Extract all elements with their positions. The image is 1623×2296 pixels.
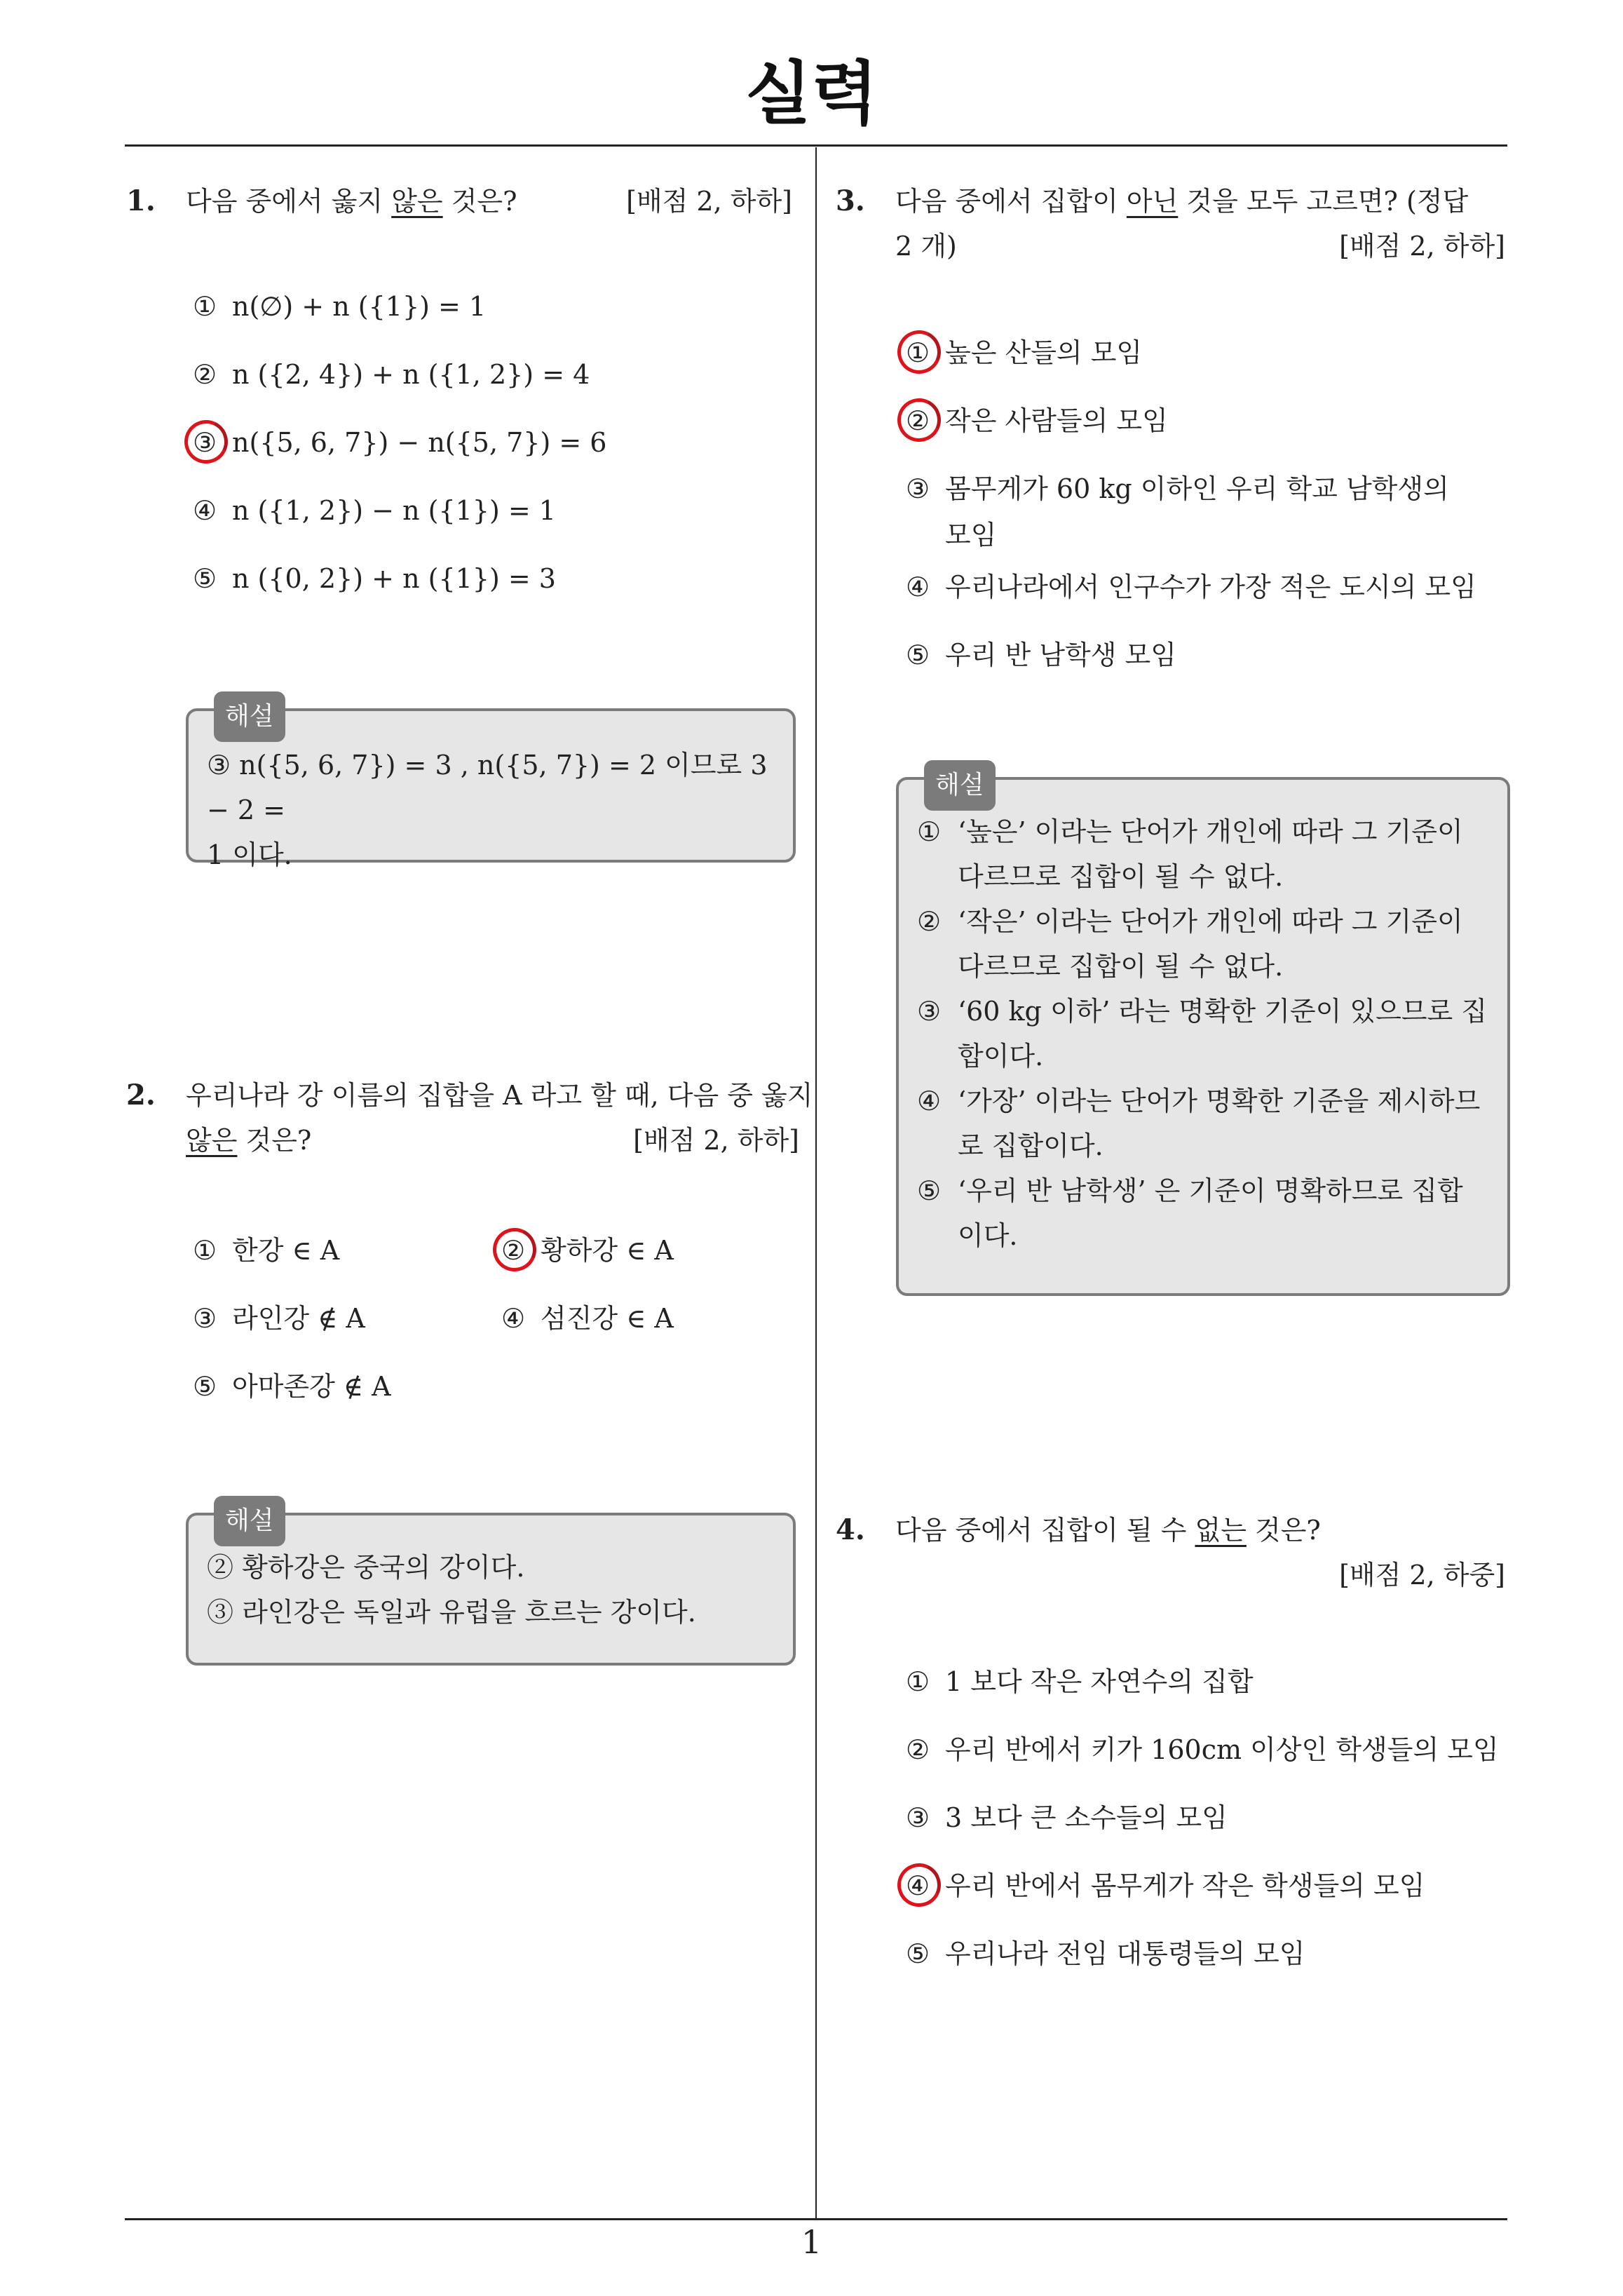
score-label: [배점 2, 하하] [633,1125,799,1156]
solution-tab: 해설 [214,691,285,742]
solution-item-4: ④ ‘가장’ 이라는 단어가 명확한 기준을 제시하므 로 집합이다. [917,1086,1481,1161]
question-text-line2: 않은 것은? [186,1125,312,1156]
solution-item-2: ② ‘작은’ 이라는 단어가 개인에 따라 그 기준이 다르므로 집합이 될 수 없다. [917,906,1463,982]
bottom-rule [125,2218,1507,2220]
option-3[interactable]: ③ n({5, 6, 7}) − n({5, 7}) = 6 [193,427,607,458]
question-text-line2: 2 개) [895,231,957,262]
question-3 [836,179,1505,270]
solution-box-2 [186,1506,796,1666]
solution-line: ③ n({5, 6, 7}) = 3 , n({5, 7}) = 2 이므로 3 − 2 = [207,750,768,825]
option-5[interactable]: ⑤ 우리나라 전임 대통령들의 모임 [906,1938,1305,1969]
solution-line: ② 황하강은 중국의 강이다. [207,1552,525,1583]
option-2[interactable]: ② 작은 사람들의 모임 [906,399,1168,438]
question-number: 2. [126,1079,156,1112]
question-text: 다음 중에서 옳지 않은 것은? [186,186,517,217]
option-3[interactable]: ③ 라인강 ∉ A [193,1303,365,1334]
option-1[interactable]: ① 한강 ∈ A [193,1235,340,1266]
option-5[interactable]: ⑤ n ({0, 2}) + n ({1}) = 3 [193,563,556,594]
option-5[interactable]: ⑤ 아마존강 ∉ A [193,1371,391,1402]
option-2[interactable]: ② 황하강 ∈ A [501,1229,674,1267]
option-2[interactable]: ② n ({2, 4}) + n ({1, 2}) = 4 [193,359,590,390]
option-1[interactable]: ① n(∅) + n ({1}) = 1 [193,291,487,322]
solution-line: 1 이다. [207,839,292,870]
question-4 [836,1508,1505,1599]
option-4[interactable]: ④ 우리나라에서 인구수가 가장 적은 도시의 모임 [906,572,1476,602]
solution-box-3 [896,771,1510,1296]
option-2[interactable]: ② 우리 반에서 키가 160cm 이상인 학생들의 모임 [906,1734,1499,1765]
answer-circle-mark [891,1857,946,1912]
question-number: 3. [836,184,865,217]
question-number: 1. [126,184,156,217]
score-label: [배점 2, 하하] [626,186,792,217]
page-number: 1 [801,2223,822,2261]
top-rule [125,144,1507,147]
solution-tab: 해설 [924,760,996,811]
score-label: [배점 2, 하하] [1339,231,1505,262]
page-title: 실력 [745,54,878,134]
question-1 [126,179,792,224]
solution-item-3: ③ ‘60 kg 이하’ 라는 명확한 기준이 있으므로 집 합이다. [917,996,1488,1072]
solution-line: ③ 라인강은 독일과 유럽을 흐르는 강이다. [207,1597,696,1628]
option-3-continued: 모임 [945,520,997,551]
answer-circle-mark [891,392,946,447]
score-label: [배점 2, 하중] [1339,1560,1505,1591]
solution-item-5: ⑤ ‘우리 반 남학생’ 은 기준이 명확하므로 집합 이다. [917,1175,1463,1251]
question-text: 우리나라 강 이름의 집합을 A 라고 할 때, 다음 중 옳지 [186,1080,813,1111]
solution-tab: 해설 [214,1496,285,1546]
option-4[interactable]: ④ 우리 반에서 몸무게가 작은 학생들의 모임 [906,1864,1425,1903]
option-4[interactable]: ④ 섬진강 ∈ A [501,1303,674,1334]
option-3[interactable]: ③ 몸무게가 60 kg 이하인 우리 학교 남학생의 [906,473,1449,504]
column-divider [815,147,817,2220]
solution-box-1 [186,702,796,870]
answer-circle-mark [487,1222,542,1277]
answer-circle-mark [178,414,233,469]
question-text: 다음 중에서 집합이 될 수 없는 것은? [895,1515,1321,1546]
option-3[interactable]: ③ 3 보다 큰 소수들의 모임 [906,1802,1228,1833]
option-1[interactable]: ① 1 보다 작은 자연수의 집합 [906,1666,1254,1697]
question-2 [126,1073,813,1164]
option-4[interactable]: ④ n ({1, 2}) − n ({1}) = 1 [193,495,556,526]
option-5[interactable]: ⑤ 우리 반 남학생 모임 [906,640,1176,670]
question-number: 4. [836,1513,865,1546]
question-text: 다음 중에서 집합이 아닌 것을 모두 고르면? (정답 [895,186,1469,217]
solution-item-1: ① ‘높은’ 이라는 단어가 개인에 따라 그 기준이 다르므로 집합이 될 수 없다. [917,816,1463,892]
option-1[interactable]: ① 높은 산들의 모임 [906,331,1142,370]
answer-circle-mark [891,324,946,379]
